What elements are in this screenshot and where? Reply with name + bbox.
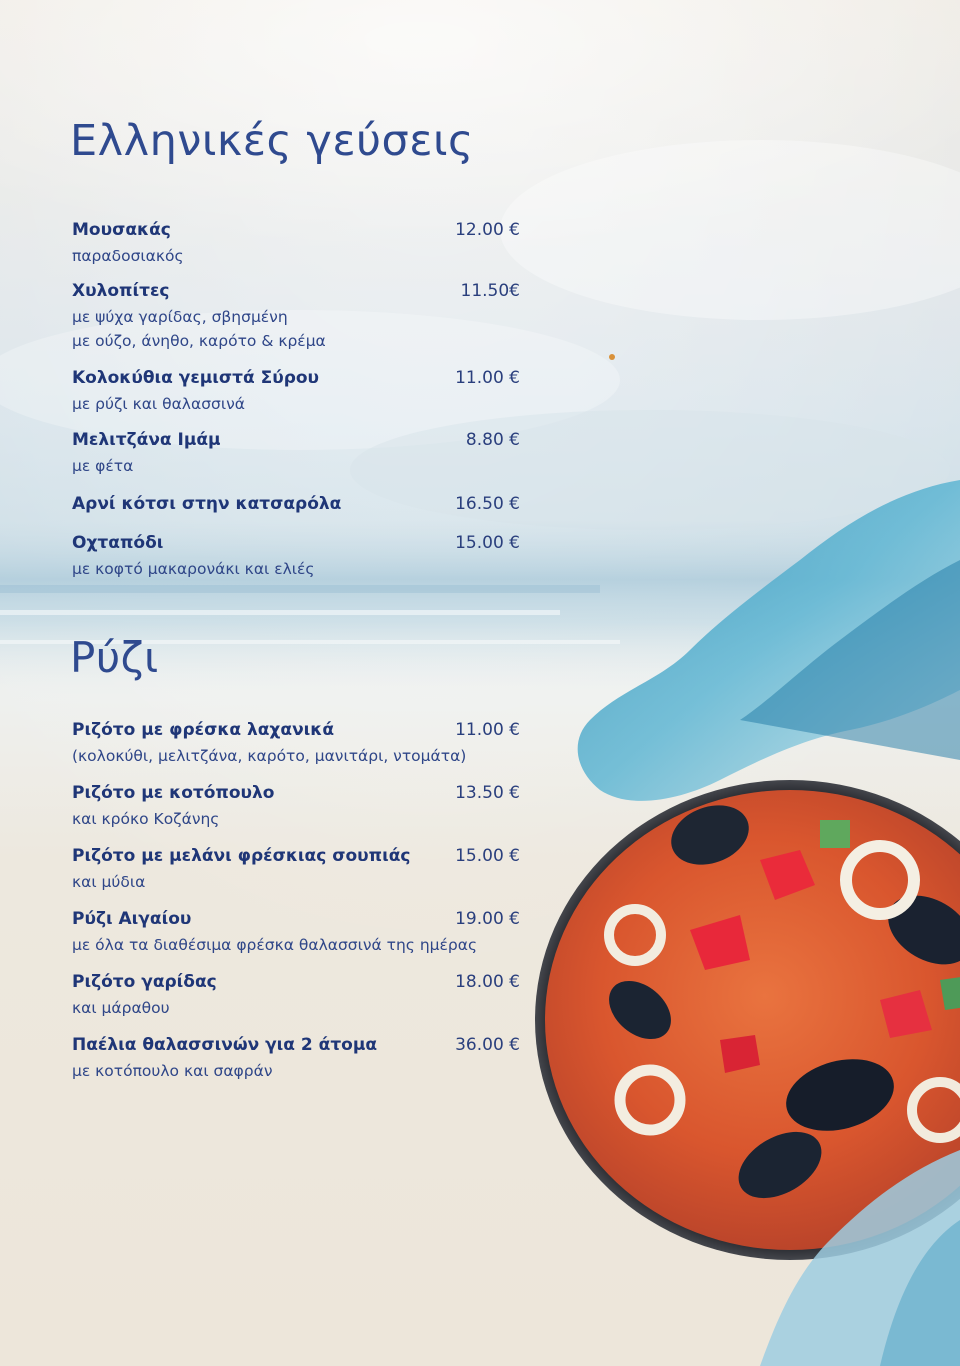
menu-item <box>72 846 520 894</box>
dish-price: 11.50€ <box>460 281 520 301</box>
dish-description: και μάραθου <box>72 999 170 1017</box>
menu-item <box>72 368 520 416</box>
section-title-rice: Ρύζι <box>70 633 159 682</box>
dish-price: 11.00 € <box>455 720 520 740</box>
menu-item <box>72 220 520 268</box>
dish-price: 15.00 € <box>455 846 520 866</box>
dish-name: Οχταπόδι <box>72 533 164 553</box>
dish-price: 12.00 € <box>455 220 520 240</box>
dish-description: με ούζο, άνηθο, καρότο & κρέμα <box>72 332 326 350</box>
dish-description: με ρύζι και θαλασσινά <box>72 395 245 413</box>
dish-name: Ρύζι Αιγαίου <box>72 909 192 929</box>
dish-description: με ψύχα γαρίδας, σβησμένη <box>72 308 288 326</box>
dish-price: 36.00 € <box>455 1035 520 1055</box>
menu-item <box>72 281 520 353</box>
menu-item <box>72 1035 520 1083</box>
dish-description: με κοτόπουλο και σαφράν <box>72 1062 273 1080</box>
dish-price: 11.00 € <box>455 368 520 388</box>
dish-description: παραδοσιακός <box>72 247 184 265</box>
section-title-greek-flavors: Ελληνικές γεύσεις <box>70 116 474 166</box>
dish-name: Χυλοπίτες <box>72 281 170 301</box>
dish-name: Ριζότο με φρέσκα λαχανικά <box>72 720 335 740</box>
dish-price: 13.50 € <box>455 783 520 803</box>
dish-price: 18.00 € <box>455 972 520 992</box>
menu-item <box>72 783 520 831</box>
dish-name: Αρνί κότσι στην κατσαρόλα <box>72 494 342 514</box>
dish-price: 15.00 € <box>455 533 520 553</box>
dish-name: Ριζότο γαρίδας <box>72 972 217 992</box>
menu-item <box>72 430 520 478</box>
dish-description: και μύδια <box>72 873 146 891</box>
dish-description: με όλα τα διαθέσιμα φρέσκα θαλασσινά της ημέρας <box>72 936 478 954</box>
dish-price: 8.80 € <box>465 430 520 450</box>
dish-description: και κρόκο Κοζάνης <box>72 810 220 828</box>
dish-name: Ριζότο με μελάνι φρέσκιας σουπιάς <box>72 846 411 866</box>
dish-description: με φέτα <box>72 457 134 475</box>
dish-name: Μουσακάς <box>72 220 171 240</box>
dish-price: 19.00 € <box>455 909 520 929</box>
menu-item <box>72 494 520 518</box>
dish-name: Μελιτζάνα Ιμάμ <box>72 430 221 450</box>
dish-description: (κολοκύθι, μελιτζάνα, καρότο, μανιτάρι, ντομάτα) <box>72 747 467 765</box>
menu-item <box>72 533 520 581</box>
menu-item <box>72 972 520 1020</box>
dish-price: 16.50 € <box>455 494 520 514</box>
dish-name: Ριζότο με κοτόπουλο <box>72 783 275 803</box>
dish-name: Κολοκύθια γεμιστά Σύρου <box>72 368 320 388</box>
menu-item <box>72 909 520 957</box>
dish-description: με κοφτό μακαρονάκι και ελιές <box>72 560 315 578</box>
dish-name: Παέλια θαλασσινών για 2 άτομα <box>72 1035 378 1055</box>
menu-item <box>72 720 520 768</box>
